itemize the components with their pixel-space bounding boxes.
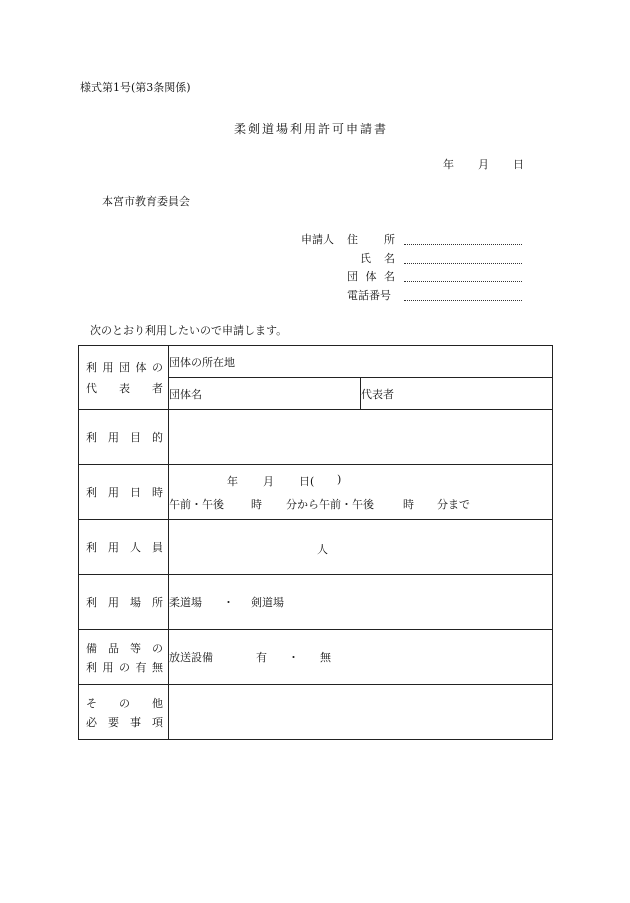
equipment-separator: ・	[288, 651, 299, 664]
datetime-year: 年	[227, 474, 238, 488]
datetime-hour-start: 時	[251, 497, 262, 511]
applicant-address-label: 住 所	[347, 233, 395, 246]
form-number: 様式第1号(第3条関係)	[80, 81, 191, 94]
representative-cell[interactable]	[361, 378, 553, 410]
representative-name-label: 代表者	[361, 387, 394, 401]
datetime-ampm-start: 午前・午後	[169, 497, 224, 511]
application-table	[78, 345, 553, 740]
applicant-group-label: 団 体 名	[347, 270, 395, 283]
datetime-weekday-close: )	[337, 472, 342, 486]
applicant-phone-label: 電話番号	[347, 289, 391, 302]
place-kendo-option[interactable]: 剣道場	[251, 596, 284, 609]
equipment-item: 放送設備	[169, 651, 213, 664]
date-month: 月	[478, 158, 489, 171]
date-year: 年	[443, 158, 454, 171]
intro-text: 次のとおり利用したいので申請します。	[90, 324, 288, 337]
equipment-yes-option[interactable]: 有	[256, 651, 267, 664]
group-name-label: 団体名	[169, 387, 202, 401]
purpose-cell[interactable]	[169, 410, 553, 465]
place-judo-option[interactable]: 柔道場	[169, 596, 202, 609]
table-row	[79, 465, 553, 520]
group-location-cell[interactable]	[169, 346, 553, 378]
phone-field[interactable]	[404, 300, 522, 301]
equipment-cell	[169, 630, 553, 685]
people-cell[interactable]	[169, 520, 553, 575]
applicant-heading: 申請人	[301, 233, 334, 246]
applicant-name-label: 氏 名	[360, 252, 395, 265]
group-name-cell[interactable]	[169, 378, 361, 410]
addressee: 本宮市教育委員会	[102, 195, 190, 208]
equipment-label: 備 品 等 の 利 用 の 有 無	[79, 630, 169, 685]
address-field[interactable]	[404, 244, 522, 245]
people-unit: 人	[317, 543, 328, 556]
datetime-label: 利 用 日 時	[79, 465, 169, 520]
equipment-no-option[interactable]: 無	[320, 651, 331, 664]
place-label: 利 用 場 所	[79, 575, 169, 630]
datetime-to: 分まで	[437, 497, 470, 511]
datetime-day: 日(	[299, 474, 315, 488]
table-row	[79, 575, 553, 630]
place-separator: ・	[223, 596, 234, 609]
date-day: 日	[513, 158, 524, 171]
datetime-from: 分から午前・午後	[286, 497, 374, 511]
other-cell[interactable]	[169, 685, 553, 740]
people-label: 利 用 人 員	[79, 520, 169, 575]
representative-label: 利 用 団 体 の 代 表 者	[79, 346, 169, 410]
other-label: そ の 他 必 要 事 項	[79, 685, 169, 740]
table-row	[79, 346, 553, 378]
page-title: 柔剣道場利用許可申請書	[234, 122, 389, 136]
table-row	[79, 520, 553, 575]
datetime-cell[interactable]	[169, 465, 553, 520]
datetime-month: 月	[263, 474, 274, 488]
name-field[interactable]	[404, 263, 522, 264]
table-row	[79, 685, 553, 740]
group-field[interactable]	[404, 281, 522, 282]
group-location-label: 団体の所在地	[169, 355, 235, 369]
purpose-label: 利 用 目 的	[79, 410, 169, 465]
place-cell	[169, 575, 553, 630]
datetime-hour-end: 時	[403, 497, 414, 511]
table-row	[79, 630, 553, 685]
table-row	[79, 410, 553, 465]
